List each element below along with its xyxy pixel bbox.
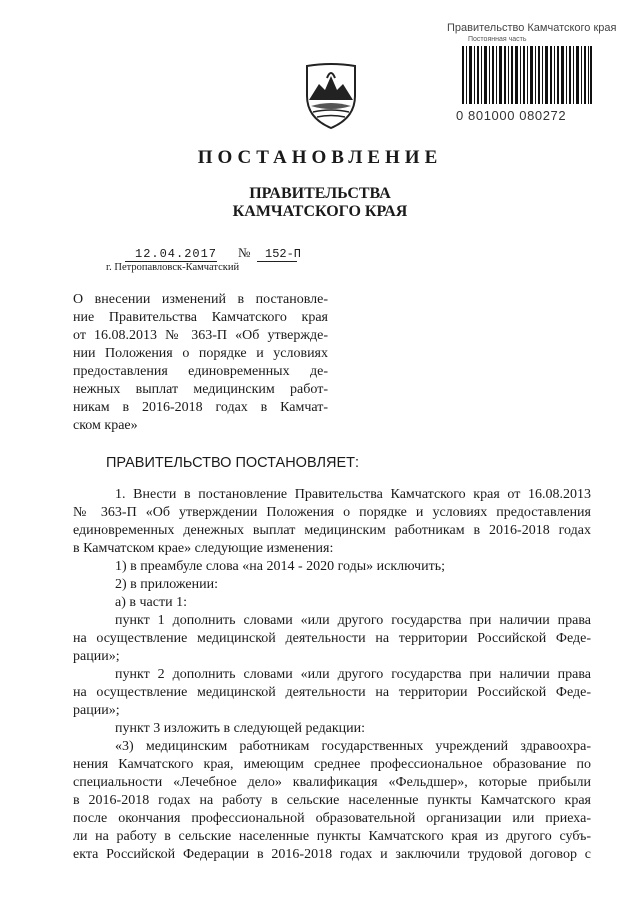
body-line: рации»;: [73, 703, 120, 718]
subject-line: предоставления единовременных де-: [73, 364, 328, 379]
body-line: рации»;: [73, 649, 120, 664]
body-line: 2) в приложении:: [115, 577, 218, 592]
resolves-heading: ПРАВИТЕЛЬСТВО ПОСТАНОВЛЯЕТ:: [106, 455, 360, 471]
document-type: ПОСТАНОВЛЕНИЕ: [197, 147, 443, 168]
barcode-number: 0 801000 080272: [456, 108, 567, 123]
body-line: а) в части 1:: [115, 595, 187, 610]
document-city: г. Петропавловск-Камчатский: [106, 262, 240, 273]
subject-line: О внесении изменений в постановле-: [73, 292, 328, 307]
document-subject: [73, 291, 328, 435]
body-line: единовременных денежных выплат медицинским работникам в 2016-2018 годах: [73, 523, 591, 538]
authority-line-1: ПРАВИТЕЛЬСТВА: [249, 185, 391, 202]
body-line: нения Камчатского края, имеющим среднее профессиональное образование по: [73, 757, 591, 772]
number-sign: №: [238, 245, 251, 260]
body-line: на осуществление медицинской деятельности на территории Российской Феде-: [73, 631, 591, 646]
body-line: № 363-П «Об утверждении Положения о порядке и условиях предоставления: [73, 505, 591, 520]
kamchatka-coat-of-arms-icon: [303, 60, 359, 130]
subject-line: никам в 2016-2018 годах в Камчат-: [73, 400, 328, 415]
subject-line: нежных выплат медицинским работ-: [73, 382, 328, 397]
body-line: пункт 2 дополнить словами «или другого государства при наличии права: [115, 667, 591, 682]
document-body: [73, 486, 591, 864]
body-line: екта Российской Федерации в 2016-2018 годах и заключили трудовой договор с: [73, 847, 591, 862]
subject-line: нии Положения о порядке и условиях: [73, 346, 328, 361]
body-line: специальности «Лечебное дело» квалификация «Фельдшер», которые прибыли: [73, 775, 591, 790]
authority-name: [0, 185, 640, 221]
authority-line-2: КАМЧАТСКОГО КРАЯ: [232, 203, 408, 220]
number-underline: [257, 261, 297, 262]
document-date: 12.04.2017: [135, 247, 218, 261]
body-line: 1. Внести в постановление Правительства Камчатского края от 16.08.2013: [115, 487, 591, 502]
body-line: после окончания профессиональной образовательной организации или приеха-: [73, 811, 591, 826]
body-line: в 2016-2018 годах на работу в сельские населенные пункты Камчатского края: [73, 793, 591, 808]
barcode-icon: [462, 46, 592, 104]
body-line: в Камчатском крае» следующие изменения:: [73, 541, 334, 556]
body-line: 1) в преамбуле слова «на 2014 - 2020 годы» исключить;: [115, 559, 445, 574]
body-line: пункт 1 дополнить словами «или другого государства при наличии права: [115, 613, 591, 628]
document-number: 152-П: [265, 247, 302, 261]
stamp-subtitle: Постоянная часть: [468, 36, 527, 43]
body-line: ли на работу в сельские населенные пункты Камчатского края из другого субъ-: [73, 829, 591, 844]
body-line: на осуществление медицинской деятельности на территории Российской Феде-: [73, 685, 591, 700]
subject-line: от 16.08.2013 № 363-П «Об утвержде-: [73, 328, 328, 343]
stamp-title: Правительство Камчатского края: [447, 22, 617, 34]
body-line: «3) медицинским работникам государственных учреждений здравоохра-: [115, 739, 591, 754]
body-line: пункт 3 изложить в следующей редакции:: [115, 721, 365, 736]
subject-line: ском крае»: [73, 418, 138, 433]
subject-line: ние Правительства Камчатского края: [73, 310, 328, 325]
